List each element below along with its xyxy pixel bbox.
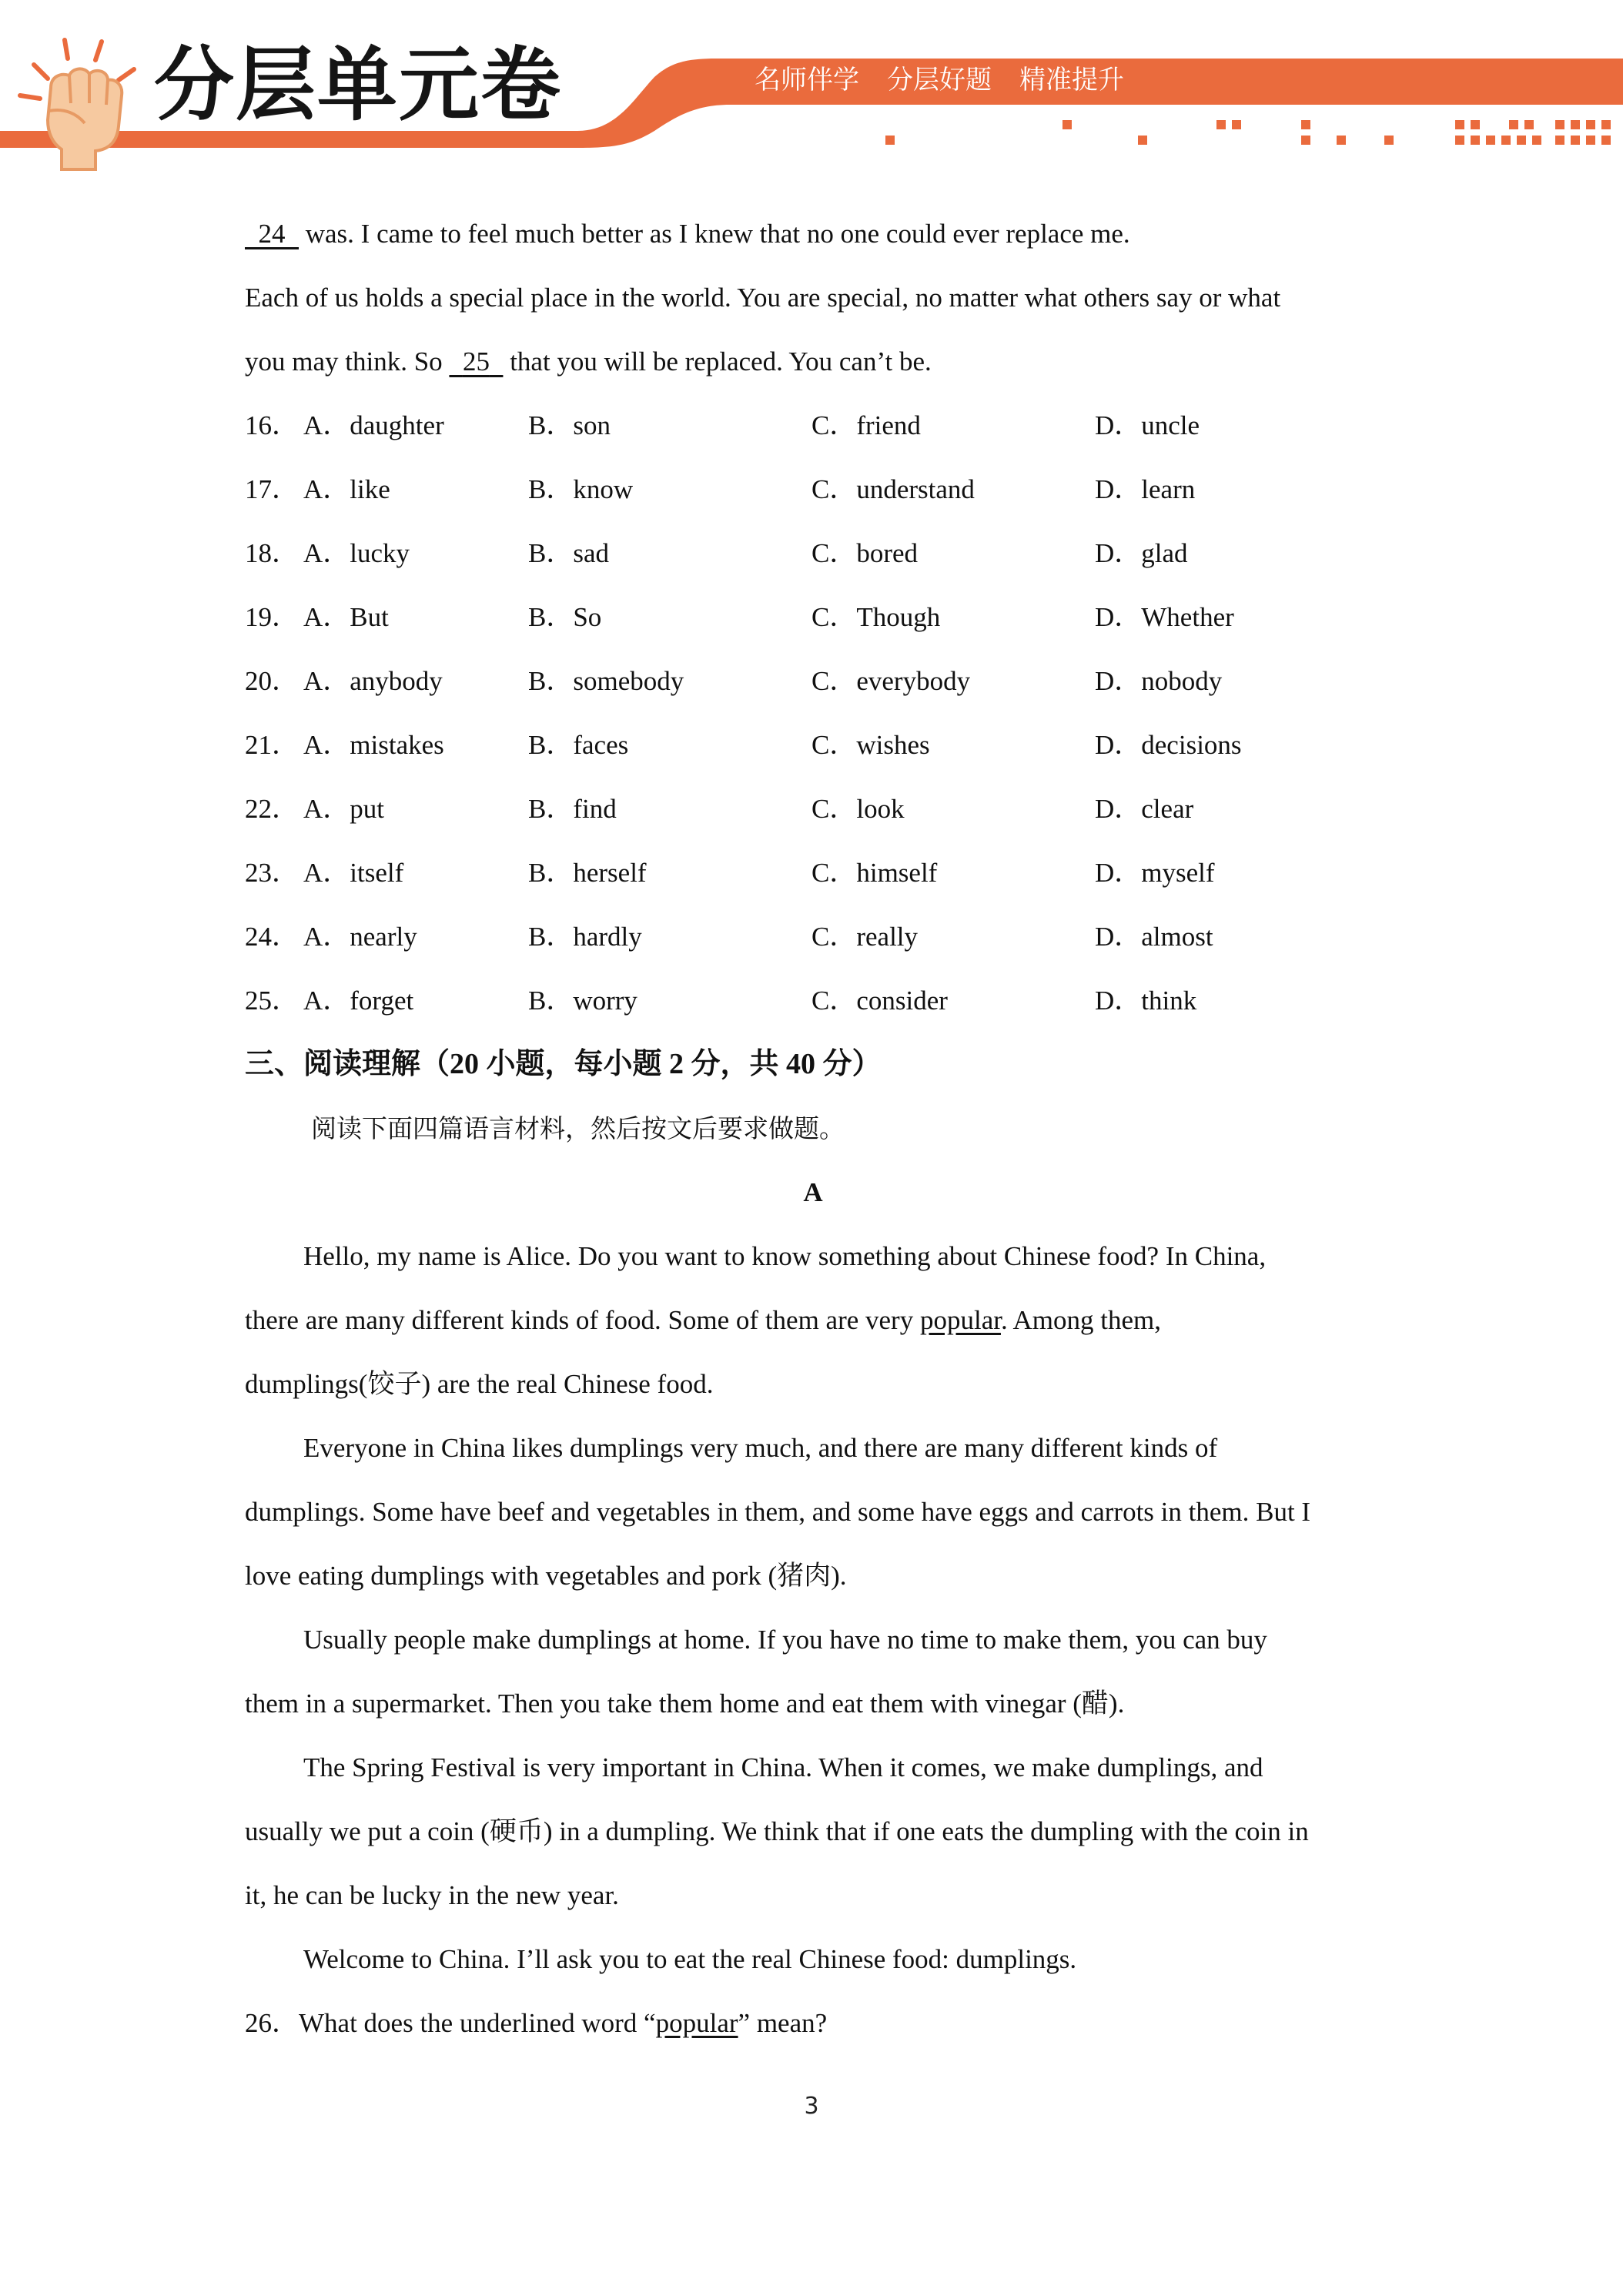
cloze-options <box>245 393 1400 1033</box>
cloze-blank-25: 25 <box>462 346 490 377</box>
passage-line: love eating dumplings with vegetables and pork (猪肉). <box>245 1561 847 1591</box>
option-row <box>245 841 1400 905</box>
option-b[interactable]: B．So <box>528 602 602 632</box>
option-b[interactable]: B．sad <box>528 538 610 568</box>
option-a[interactable]: A．But <box>303 602 389 632</box>
passage-line: Hello, my name is Alice. Do you want to know something about Chinese food? In China, <box>303 1241 1267 1271</box>
underlined-word: popular <box>655 2008 738 2038</box>
exam-content <box>245 202 1400 2055</box>
option-d[interactable]: D．decisions <box>1095 730 1242 760</box>
option-b[interactable]: B．faces <box>528 730 629 760</box>
cloze-line: you may think. So 25 that you will be replaced. You can’t be. <box>245 346 932 377</box>
question-number: 25． <box>245 986 300 1016</box>
option-row <box>245 457 1400 521</box>
passage-line: Usually people make dumplings at home. If you have no time to make them, you can buy <box>303 1625 1267 1655</box>
cloze-blank-24: 24 <box>258 219 286 249</box>
question-26: 26．What does the underlined word “popular” mean? <box>245 2008 828 2038</box>
cloze-line <box>245 202 1400 266</box>
slogan-item: 精准提升 <box>1019 65 1124 95</box>
passage-line: it, he can be lucky in the new year. <box>245 1880 619 1910</box>
passage-line: dumplings. Some have beef and vegetables in them, and some have eggs and carrots in them. But I <box>245 1497 1311 1527</box>
option-d[interactable]: D．Whether <box>1095 602 1234 632</box>
option-a[interactable]: A．daughter <box>303 410 444 440</box>
option-c[interactable]: C．look <box>812 794 905 824</box>
question-number: 20． <box>245 666 300 696</box>
option-c[interactable]: C．wishes <box>812 730 930 760</box>
section-instruction: 阅读下面四篇语言材料，然后按文后要求做题。 <box>311 1113 845 1143</box>
option-c[interactable]: C．bored <box>812 538 919 568</box>
passage-letter: A <box>803 1177 823 1207</box>
question-number: 16． <box>245 410 300 440</box>
question-number: 18． <box>245 538 300 568</box>
option-a[interactable]: A．lucky <box>303 538 410 568</box>
option-d[interactable]: D．uncle <box>1095 410 1200 440</box>
option-a[interactable]: A．nearly <box>303 922 417 952</box>
fist-hand-icon <box>11 34 149 172</box>
option-d[interactable]: D．clear <box>1095 794 1194 824</box>
underlined-word: popular <box>919 1305 1001 1335</box>
option-c[interactable]: C．everybody <box>812 666 971 696</box>
passage-line: them in a supermarket. Then you take them home and eat them with vinegar (醋). <box>245 1689 1125 1719</box>
option-row <box>245 777 1400 841</box>
slogan-item: 名师伴学 <box>755 65 859 95</box>
option-d[interactable]: D．think <box>1095 986 1197 1016</box>
section-heading: 三、阅读理解（20 小题，每小题 2 分，共 40 分） <box>245 1048 882 1080</box>
option-row <box>245 905 1400 969</box>
option-row <box>245 969 1400 1033</box>
option-row <box>245 585 1400 649</box>
option-b[interactable]: B．son <box>528 410 611 440</box>
option-d[interactable]: D．glad <box>1095 538 1188 568</box>
option-d[interactable]: D．nobody <box>1095 666 1223 696</box>
brand-title: 分层单元卷 <box>154 38 563 132</box>
option-a[interactable]: A．put <box>303 794 385 824</box>
option-c[interactable]: C．understand <box>812 474 975 504</box>
option-a[interactable]: A．forget <box>303 986 414 1016</box>
option-b[interactable]: B．herself <box>528 858 647 888</box>
passage-line: The Spring Festival is very important in China. When it comes, we make dumplings, and <box>303 1752 1263 1782</box>
option-b[interactable]: B．somebody <box>528 666 684 696</box>
option-a[interactable]: A．itself <box>303 858 404 888</box>
option-a[interactable]: A．anybody <box>303 666 443 696</box>
decorative-pixel-blocks <box>885 120 1611 145</box>
question-number: 19． <box>245 602 300 632</box>
option-a[interactable]: A．like <box>303 474 390 504</box>
page-header <box>0 0 1623 177</box>
passage-line: there are many different kinds of food. Some of them are very popular. Among them, <box>245 1305 1162 1335</box>
option-b[interactable]: B．worry <box>528 986 637 1016</box>
cloze-text: was. I came to feel much better as I knew that no one could ever replace me. <box>299 219 1130 249</box>
option-d[interactable]: D．almost <box>1095 922 1213 952</box>
option-d[interactable]: D．myself <box>1095 858 1215 888</box>
option-a[interactable]: A．mistakes <box>303 730 444 760</box>
question-number: 23． <box>245 858 300 888</box>
option-d[interactable]: D．learn <box>1095 474 1196 504</box>
cloze-line: Each of us holds a special place in the world. You are special, no matter what others say or what <box>245 283 1281 313</box>
slogan-item: 分层好题 <box>887 65 992 95</box>
passage-line: usually we put a coin (硬币) in a dumpling. We think that if one eats the dumpling with the coin in <box>245 1816 1309 1846</box>
passage-line: Everyone in China likes dumplings very much, and there are many different kinds of <box>303 1433 1218 1463</box>
passage-line: dumplings(饺子) are the real Chinese food. <box>245 1369 714 1399</box>
option-row <box>245 713 1400 777</box>
option-row <box>245 393 1400 457</box>
question-number: 21． <box>245 730 300 760</box>
option-c[interactable]: C．friend <box>812 410 921 440</box>
question-number: 17． <box>245 474 300 504</box>
option-c[interactable]: C．really <box>812 922 919 952</box>
reading-passage <box>245 1224 1400 1991</box>
option-row <box>245 649 1400 713</box>
option-b[interactable]: B．find <box>528 794 617 824</box>
page-number: 3 <box>804 2093 819 2120</box>
option-b[interactable]: B．know <box>528 474 634 504</box>
question-number: 24． <box>245 922 300 952</box>
option-c[interactable]: C．Though <box>812 602 941 632</box>
question-number: 22． <box>245 794 300 824</box>
option-c[interactable]: C．himself <box>812 858 938 888</box>
option-c[interactable]: C．consider <box>812 986 948 1016</box>
header-slogan <box>755 62 1152 99</box>
option-b[interactable]: B．hardly <box>528 922 642 952</box>
passage-line: Welcome to China. I’ll ask you to eat the real Chinese food: dumplings. <box>303 1944 1077 1974</box>
option-row <box>245 521 1400 585</box>
